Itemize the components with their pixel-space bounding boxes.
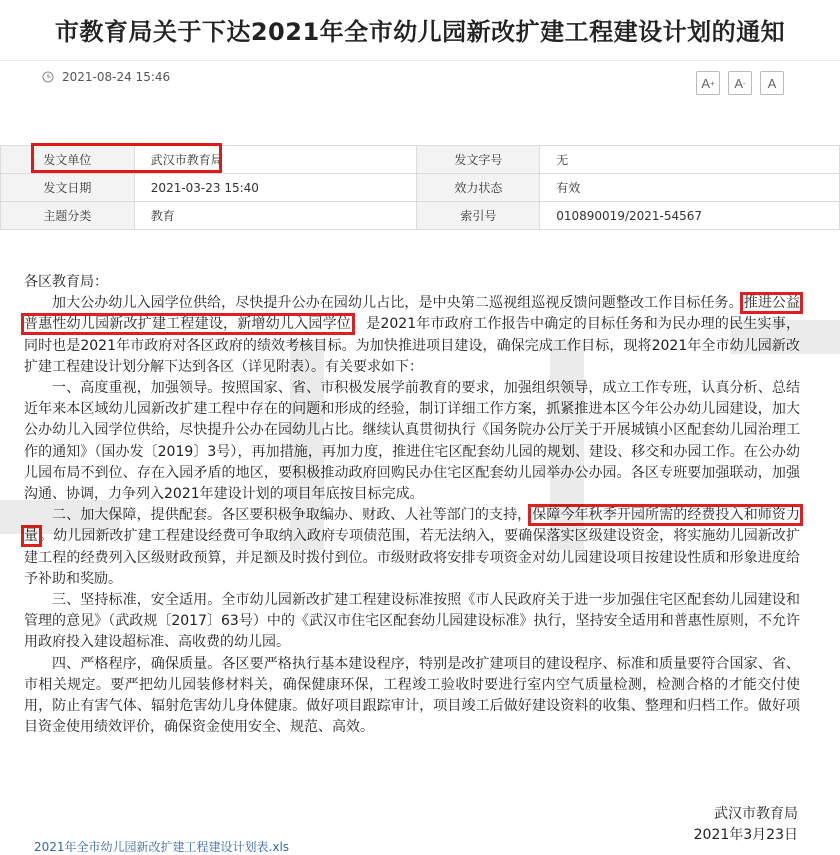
issuer-label: 发文单位 — [1, 146, 135, 174]
paragraph-4: 三、坚持标准，安全适用。全市幼儿园新改扩建工程建设标准按照《市人民政府关于进一步加强住宅区配套幼儿园建设和管理的意见》（武政规〔2017〕63号）中的《武汉市住宅区配套幼儿园建设标准》执行，坚持安全适用和普惠性原则，不允许用政府投入建设超标准、高收费的幼儿园。 — [24, 592, 800, 651]
salutation: 各区教育局： — [24, 274, 108, 290]
meta-bar — [0, 60, 840, 97]
paragraph-5: 四、严格程序，确保质量。各区要严格执行基本建设程序，特别是改扩建项目的建设程序、标准和质量要符合国家、省、市相关规定。要严把幼儿园装修材料关，确保健康环保，工程竣工验收时要进行室内空气质量检测，检测合格的才能交付使用，防止有害气体、辐射危害幼儿身体健康。做好项目跟踪审计，项目竣工后做好建设资料的收集、整理和归档工作。做好项目资金使用绩效评价，确保资金使用安全、规范、高效。 — [24, 655, 800, 736]
document-info-table — [0, 145, 840, 230]
validity-value: 有效 — [540, 174, 840, 202]
paragraph-3 — [24, 505, 800, 590]
doc-number-value: 无 — [540, 146, 840, 174]
document-body — [24, 272, 800, 738]
topic-label: 主题分类 — [1, 202, 135, 230]
paragraph-2: 一、高度重视，加强领导。按照国家、省、市积极发展学前教育的要求，加强组织领导，成立工作专班，认真分析、总结近年来本区域幼儿园新改扩建工程中存在的问题和形成的经验，制订详细工作方案，抓紧推进本区今年公办幼儿园建设，加大公办幼儿入园学位供给，尽快提升公办在园幼儿占比。继续认真贯彻执行《国务院办公厅关于开展城镇小区配套幼儿园治理工作的通知》（国办发〔2019〕3号），再加措施，再加力度，推进住宅区配套幼儿园的规划、建设、移交和办园工作。在公办幼儿园布局不到位、存在入园矛盾的地区，要积极推动政府回购民办住宅区配套幼儿园举办公办园。各区专班要加强联动，加强沟通、协调，力争列入2021年建设计划的项目年底按目标完成。 — [24, 380, 800, 503]
paragraph-1 — [24, 293, 800, 378]
paragraph-3-intro: 二、加大保障，提供配套。各区要积极争取编办、财政、人社等部门的支持， — [52, 507, 532, 524]
paragraph-3-rest: 。幼儿园新改扩建工程建设经费可争取纳入政府专项债范围，若无法纳入，要确保落实区级建设资金，将实施幼儿园新改扩建工程的经费列入区级财政预算，并足额及时拨付到位。市级财政将安排专项资金对幼儿园建设项目按建设性质和形象进度给予补助和奖励。 — [24, 528, 800, 587]
signature-block — [694, 804, 798, 846]
issue-date-label: 发文日期 — [1, 174, 135, 202]
index-label: 索引号 — [417, 202, 540, 230]
topic-value: 教育 — [134, 202, 417, 230]
index-value: 010890019/2021-54567 — [540, 202, 840, 230]
font-default-button[interactable]: A — [760, 71, 784, 95]
validity-label: 效力状态 — [417, 174, 540, 202]
clock-icon — [42, 71, 54, 83]
issue-date-value: 2021-03-23 15:40 — [134, 174, 417, 202]
doc-number-label: 发文字号 — [417, 146, 540, 174]
table-row — [1, 174, 840, 202]
issuer-value: 武汉市教育局 — [134, 146, 417, 174]
publish-time-text: 2021-08-24 15:46 — [62, 70, 171, 84]
publish-time — [42, 70, 170, 84]
font-size-controls — [696, 71, 784, 95]
signature-org: 武汉市教育局 — [714, 806, 798, 822]
signature-date: 2021年3月23日 — [693, 827, 798, 843]
font-increase-button[interactable]: A + — [696, 71, 720, 95]
highlighted-phrase-1: 推进公益普惠性幼儿园新改扩建工程建设，新增幼儿入园学位 — [24, 295, 801, 333]
page-title: 市教育局关于下达2021年全市幼儿园新改扩建工程建设计划的通知 — [54, 18, 786, 46]
table-row — [1, 146, 840, 174]
paragraph-1-rest: ，是2021年市政府工作报告中确定的目标任务和为民办理的民生实事，同时也是2021年市政府对各区政府的绩效考核目标。为加快推进项目建设，确保完成工作目标，现将2021年全市幼儿园新改扩建工程建设计划分解下达到各区（详见附表）。有关要求如下： — [24, 316, 800, 375]
table-row — [1, 202, 840, 230]
paragraph-1-intro: 加大公办幼儿入园学位供给，尽快提升公办在园幼儿占比，是中央第二巡视组巡视反馈问题整改工作目标任务。 — [52, 295, 743, 312]
font-decrease-button[interactable]: A - — [728, 71, 752, 95]
highlighted-phrase-2: 保障今年秋季开园所需的经费投入和师资力量 — [24, 507, 801, 545]
attachment-link[interactable]: 2021年全市幼儿园新改扩建工程建设计划表.xls — [34, 840, 290, 854]
